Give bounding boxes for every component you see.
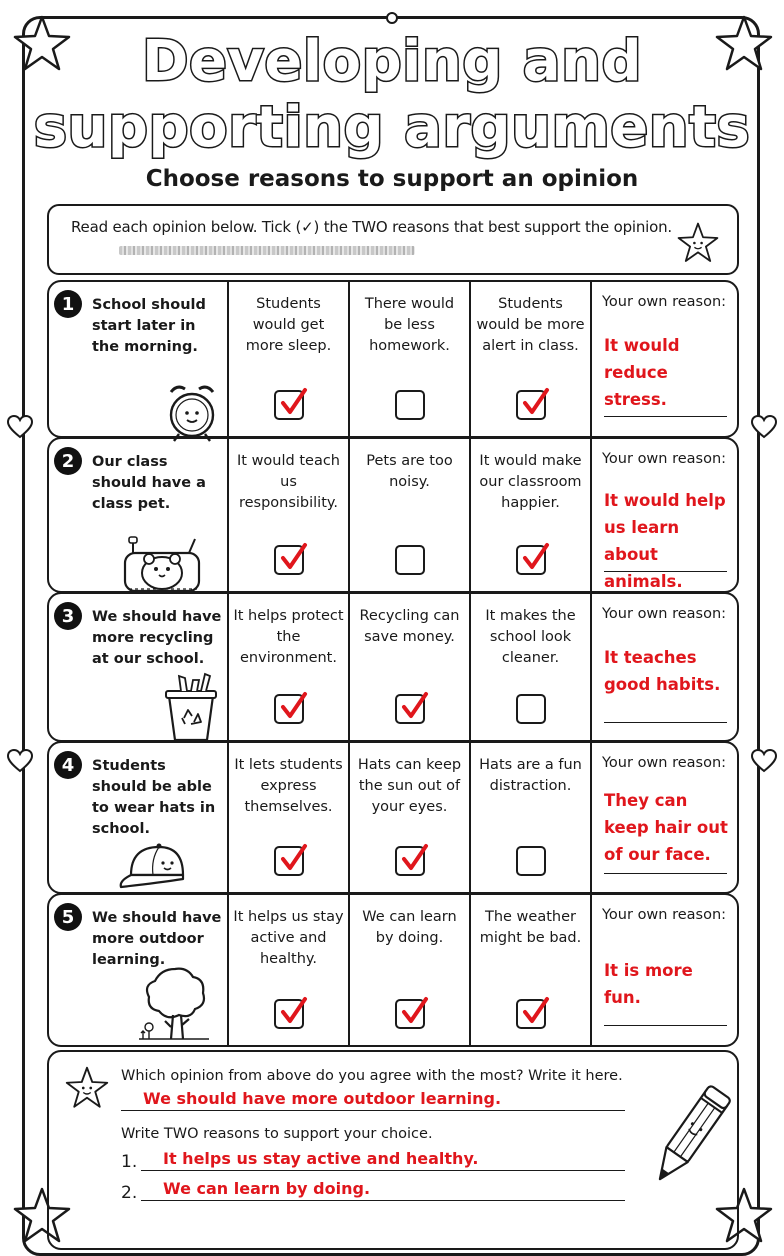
opinion-cell bbox=[49, 594, 227, 740]
own-reason-label: Your own reason: bbox=[602, 606, 727, 622]
smudged-text-strip bbox=[119, 246, 415, 255]
opinion-text: We should have more recycling at our school. bbox=[92, 609, 222, 667]
reason-text: Students would get more sleep. bbox=[245, 296, 332, 354]
opinion-row bbox=[47, 592, 739, 742]
own-reason-answer: They can keep hair out of our face. bbox=[604, 791, 728, 864]
reason-checkbox[interactable] bbox=[516, 846, 546, 876]
reason-cell bbox=[227, 594, 348, 740]
checkmark-icon bbox=[520, 541, 552, 580]
reason-text: It would teach us responsibility. bbox=[237, 453, 340, 511]
tree-icon bbox=[135, 963, 211, 1048]
reason-checkbox[interactable] bbox=[274, 846, 304, 876]
answer-opinion: We should have more outdoor learning. bbox=[143, 1089, 502, 1108]
heart-icon bbox=[750, 748, 778, 774]
reason-text: Hats can keep the sun out of your eyes. bbox=[357, 757, 462, 815]
answer-reason-2: We can learn by doing. bbox=[163, 1179, 371, 1198]
reason-checkbox[interactable] bbox=[395, 545, 425, 575]
opinion-row bbox=[47, 893, 739, 1047]
own-reason-field[interactable] bbox=[604, 873, 727, 874]
checkmark-icon bbox=[278, 690, 310, 729]
opinion-row bbox=[47, 437, 739, 593]
reason-text: Recycling can save money. bbox=[359, 608, 460, 645]
own-reason-cell bbox=[590, 439, 739, 591]
row-number-badge: 3 bbox=[54, 602, 82, 630]
reason-text: Students would be more alert in class. bbox=[476, 296, 585, 354]
reason-number-2: 2. bbox=[121, 1183, 138, 1203]
checkmark-icon bbox=[278, 995, 310, 1034]
recycling-bin-icon bbox=[161, 672, 221, 749]
hamster-cage-icon bbox=[119, 531, 205, 600]
own-reason-cell bbox=[590, 743, 739, 892]
question-two-reasons: Write TWO reasons to support your choice. bbox=[121, 1126, 433, 1142]
own-reason-label: Your own reason: bbox=[602, 755, 727, 771]
own-reason-answer: It teaches good habits. bbox=[604, 648, 721, 694]
reason-text: We can learn by doing. bbox=[362, 909, 457, 946]
reason-cell bbox=[227, 895, 348, 1045]
opinion-row bbox=[47, 280, 739, 438]
own-reason-label: Your own reason: bbox=[602, 451, 727, 467]
reason-checkbox[interactable] bbox=[274, 545, 304, 575]
circle-ornament-icon bbox=[384, 10, 400, 26]
reason-text: It helps us stay active and healthy. bbox=[233, 909, 344, 967]
row-number-badge: 4 bbox=[54, 751, 82, 779]
reason-text: Hats are a fun distraction. bbox=[479, 757, 582, 794]
reason-cell bbox=[227, 439, 348, 591]
reason-cell bbox=[469, 743, 590, 892]
own-reason-field[interactable] bbox=[604, 722, 727, 723]
reason-checkbox[interactable] bbox=[274, 694, 304, 724]
opinion-cell bbox=[49, 743, 227, 892]
reason-cell bbox=[469, 594, 590, 740]
reason-cell bbox=[348, 282, 469, 436]
reason-cell bbox=[227, 282, 348, 436]
answer-reason-1: It helps us stay active and healthy. bbox=[163, 1149, 479, 1168]
reason-cell bbox=[348, 594, 469, 740]
opinion-cell bbox=[49, 895, 227, 1045]
checkmark-icon bbox=[278, 842, 310, 881]
reason-text: It would make our classroom happier. bbox=[479, 453, 582, 511]
page-title-line-2: supporting arguments bbox=[33, 95, 751, 160]
own-reason-field[interactable] bbox=[604, 1025, 727, 1026]
question-favorite-opinion: Which opinion from above do you agree with the most? Write it here. bbox=[121, 1068, 623, 1084]
final-section bbox=[47, 1050, 739, 1250]
cap-icon bbox=[117, 841, 193, 896]
reason-cell bbox=[348, 439, 469, 591]
reason-cell bbox=[348, 743, 469, 892]
page-subtitle: Choose reasons to support an opinion bbox=[145, 166, 639, 192]
reason-checkbox[interactable] bbox=[516, 390, 546, 420]
pencil-icon bbox=[645, 1080, 731, 1198]
reason-text: Pets are too noisy. bbox=[366, 453, 453, 490]
heart-icon bbox=[750, 414, 778, 440]
checkmark-icon bbox=[399, 690, 431, 729]
checkmark-icon bbox=[278, 541, 310, 580]
row-number-badge: 2 bbox=[54, 447, 82, 475]
reason-checkbox[interactable] bbox=[395, 846, 425, 876]
own-reason-cell bbox=[590, 594, 739, 740]
checkmark-icon bbox=[399, 995, 431, 1034]
opinion-row bbox=[47, 741, 739, 894]
reason-cell bbox=[227, 743, 348, 892]
reason-checkbox[interactable] bbox=[274, 390, 304, 420]
own-reason-cell bbox=[590, 282, 739, 436]
reason-checkbox[interactable] bbox=[274, 999, 304, 1029]
answer-field-reason-1[interactable] bbox=[141, 1148, 625, 1171]
own-reason-label: Your own reason: bbox=[602, 294, 727, 310]
own-reason-label: Your own reason: bbox=[602, 907, 727, 923]
own-reason-answer: It is more fun. bbox=[604, 961, 693, 1007]
row-number-badge: 5 bbox=[54, 903, 82, 931]
smiling-star-icon bbox=[63, 1064, 111, 1112]
smiling-star-icon bbox=[675, 220, 721, 266]
instructions-box bbox=[47, 204, 739, 275]
heart-icon bbox=[6, 748, 34, 774]
opinion-text: Students should be able to wear hats in school. bbox=[92, 758, 216, 837]
opinion-text: Our class should have a class pet. bbox=[92, 454, 206, 512]
answer-field-opinion[interactable] bbox=[121, 1088, 625, 1111]
reason-cell bbox=[469, 439, 590, 591]
row-number-badge: 1 bbox=[54, 290, 82, 318]
reason-checkbox[interactable] bbox=[395, 694, 425, 724]
reason-number-1: 1. bbox=[121, 1152, 138, 1172]
answer-field-reason-2[interactable] bbox=[141, 1178, 625, 1201]
reason-text: It helps protect the environment. bbox=[233, 608, 344, 666]
checkmark-icon bbox=[278, 386, 310, 425]
opinion-cell bbox=[49, 439, 227, 591]
page-title: Developing and bbox=[141, 29, 643, 94]
own-reason-answer: It would help us learn about animals. bbox=[604, 491, 726, 591]
checkmark-icon bbox=[399, 842, 431, 881]
instructions-text: Read each opinion below. Tick (✓) the TWO reasons that best support the opinion. bbox=[71, 218, 672, 236]
own-reason-answer: It would reduce stress. bbox=[604, 336, 680, 409]
reason-checkbox[interactable] bbox=[516, 999, 546, 1029]
opinion-cell bbox=[49, 282, 227, 436]
reason-text: It makes the school look cleaner. bbox=[485, 608, 576, 666]
reason-cell bbox=[469, 895, 590, 1045]
reason-text: There would be less homework. bbox=[364, 296, 455, 354]
reason-text: The weather might be bad. bbox=[479, 909, 582, 946]
own-reason-field[interactable] bbox=[604, 571, 727, 572]
reason-checkbox[interactable] bbox=[395, 390, 425, 420]
reason-checkbox[interactable] bbox=[516, 545, 546, 575]
reason-cell bbox=[469, 282, 590, 436]
checkmark-icon bbox=[520, 386, 552, 425]
own-reason-field[interactable] bbox=[604, 416, 727, 417]
checkmark-icon bbox=[520, 995, 552, 1034]
opinion-text: School should start later in the morning. bbox=[92, 297, 206, 355]
own-reason-cell bbox=[590, 895, 739, 1045]
reason-checkbox[interactable] bbox=[516, 694, 546, 724]
reason-text: It lets students express themselves. bbox=[234, 757, 343, 815]
opinion-text: We should have more outdoor learning. bbox=[92, 910, 222, 968]
reason-cell bbox=[348, 895, 469, 1045]
heart-icon bbox=[6, 414, 34, 440]
reason-checkbox[interactable] bbox=[395, 999, 425, 1029]
